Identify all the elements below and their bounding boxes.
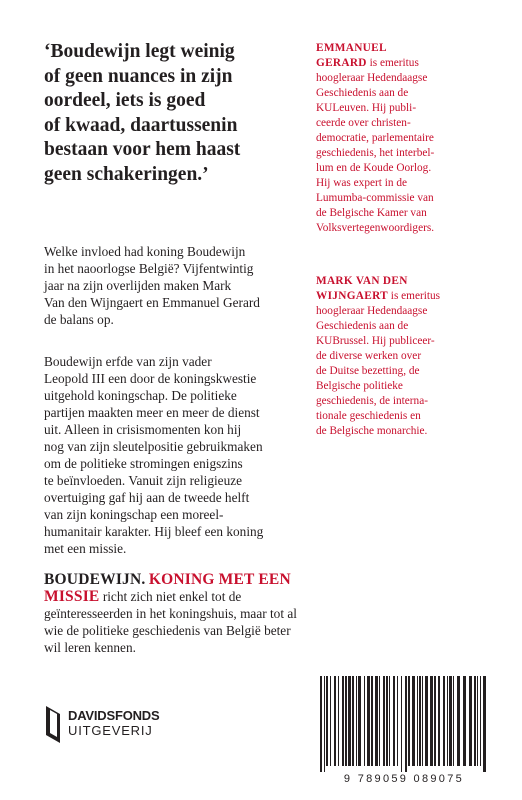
closing-text: richt zich niet enkel tot de geïnteresseerden in het koningshuis, maar tot al wie de politieke geschiedenis van België beter wil leren kennen. — [44, 589, 297, 655]
publisher-logo — [44, 700, 194, 750]
barcode-bars — [318, 676, 490, 772]
author-bio-van-den-wijngaert — [316, 274, 494, 439]
pull-quote: ‘Boudewijn legt weinig of geen nuances in zijn oordeel, iets is goed of kwaad, daartussenin bestaan voor hem haast geen schakeringen.’ — [44, 41, 241, 185]
body-paragraph-intro: Welke invloed had koning Boudewijn in het naoorlogse België? Vijfentwintig jaar na zijn overlijden maken Mark Van den Wijngaert en Emmanuel Gerard de balans op. — [44, 244, 260, 327]
author-bio-text: is emeritus hoogleraar Hedendaagse Geschiedenis aan de KULeuven. Hij publi- ceerde over christen- democratie, parlementaire geschiedenis, het interbel- lum en de Koude Oorlog. Hij was expert in de Lumumba-commissie van de Belgische Kamer van Volksvertegenwoordigers. — [316, 57, 435, 234]
publisher-logo-text — [68, 708, 159, 738]
closing-paragraph — [44, 571, 306, 656]
book-title-red: KONING MET EEN MISSIE — [44, 571, 291, 605]
isbn-number: 9 789059 089075 — [343, 773, 465, 785]
publisher-name: DAVIDSFONDS — [68, 708, 160, 723]
book-title-black: BOUDEWIJN. — [44, 571, 146, 588]
publisher-logo-icon — [44, 703, 64, 745]
author-name: MARK VAN DEN WIJNGAERT — [316, 275, 408, 302]
author-bio-gerard — [316, 41, 494, 236]
author-name: EMMANUEL GERARD — [316, 42, 387, 69]
isbn-barcode — [314, 676, 494, 786]
publisher-subtitle: UITGEVERIJ — [68, 723, 153, 738]
body-paragraph-main: Boudewijn erfde van zijn vader Leopold III een door de koningskwestie uitgehold koningschap. De politieke partijen maakten meer en meer de dienst uit. Alleen in crisismomenten kon hij nog van zijn sleutelpositie gebruikmaken om de politieke stromingen enigszins te beïnvloeden. Vanuit zijn religieuze overtuiging gaf hij aan de tweede helft van zijn koningschap een moreel- humanitair karakter. Hij bleef een koning met een missie. — [44, 354, 264, 556]
author-bio-text: is emeritus hoogleraar Hedendaagse Geschiedenis aan de KUBrussel. Hij publiceer- de diverse werken over de Duitse bezetting, de Belgische politieke geschiedenis, de interna- tionale geschiedenis en de Belgische monarchie. — [316, 290, 441, 437]
